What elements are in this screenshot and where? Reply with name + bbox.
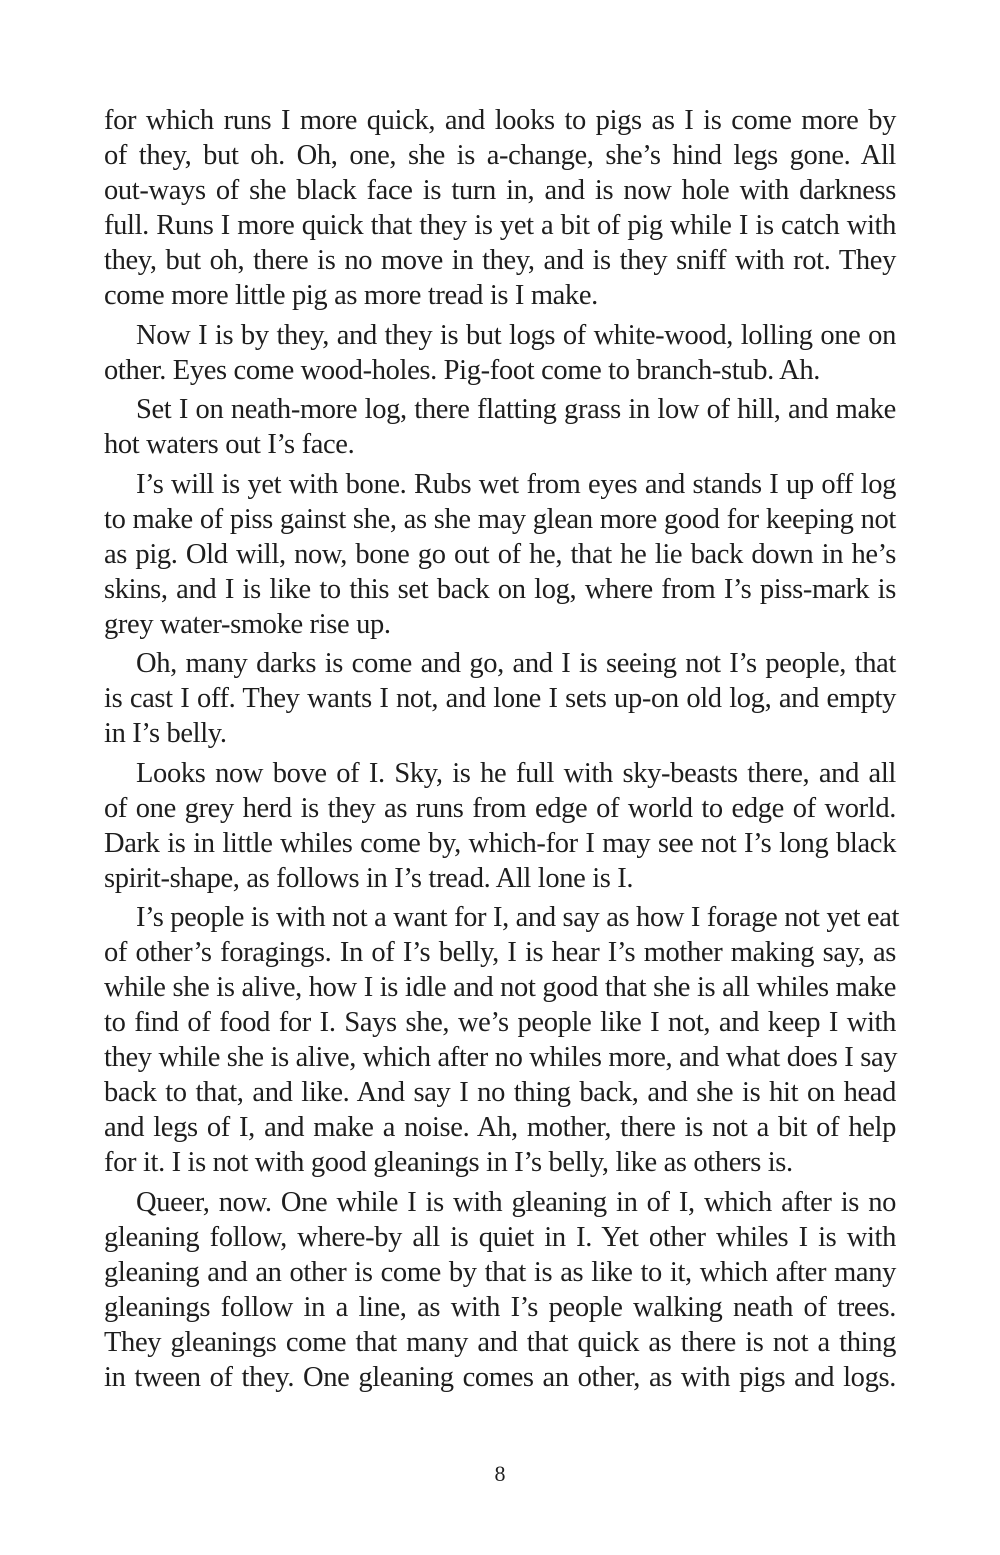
text-line: of they, but oh. Oh, one, she is a-change, she’s hind legs gone. All (104, 140, 896, 171)
text-line: skins, and I is like to this set back on log, where from I’s piss-mark is (104, 573, 896, 605)
text-line: Looks now bove of I. Sky, is he full with sky-beasts there, and all (136, 757, 896, 789)
text-line: spirit-shape, as follows in I’s tread. All lone is I. (104, 862, 634, 894)
text-line: Queer, now. One while I is with gleaning in of I, which after is no (136, 1186, 896, 1218)
text-line: for it. I is not with good gleanings in I’s belly, like as others is. (104, 1147, 793, 1178)
text-line: to make of piss gainst she, as she may glean more good for keeping not (104, 503, 896, 535)
paragraph (104, 900, 900, 1180)
text-line: as pig. Old will, now, bone go out of he, that he lie back down in he’s (104, 538, 896, 570)
text-line: Set I on neath-more log, there flatting grass in low of hill, and make (136, 394, 896, 425)
text-line: grey water-smoke rise up. (104, 608, 391, 640)
text-line: gleaning and an other is come by that is as like to it, which after many (104, 1256, 896, 1288)
text-line: they, but oh, there is no move in they, and is they sniff with rot. They (104, 245, 896, 276)
paragraph (104, 318, 896, 388)
text-line: is cast I off. They wants I not, and lone I sets up-on old log, and empty (104, 683, 896, 714)
text-line: I’s people is with not a want for I, and say as how I forage not yet eat (136, 902, 900, 933)
text-line: and legs of I, and make a noise. Ah, mother, there is not a bit of help (104, 1112, 896, 1143)
text-line: while she is alive, how I is idle and not good that she is all whiles make (104, 972, 896, 1003)
text-line: in I’s belly. (104, 718, 227, 749)
text-line: back to that, and like. And say I no thing back, and she is hit on head (104, 1077, 896, 1108)
paragraph (104, 1185, 896, 1395)
text-line: in tween of they. One gleaning comes an other, as with pigs and logs. (104, 1361, 896, 1393)
paragraph (104, 467, 896, 642)
text-line: I’s will is yet with bone. Rubs wet from eyes and stands I up off log (136, 468, 896, 500)
paragraph (104, 103, 896, 313)
text-line: hot waters out I’s face. (104, 429, 355, 460)
text-line: they while she is alive, which after no whiles more, and what does I say (104, 1042, 898, 1073)
page-body (104, 103, 900, 1399)
text-line: They gleanings come that many and that quick as there is not a thing (104, 1326, 896, 1358)
text-line: Oh, many darks is come and go, and I is seeing not I’s people, that (136, 648, 896, 679)
text-line: gleanings follow in a line, as with I’s people walking neath of trees. (104, 1291, 896, 1323)
text-line: for which runs I more quick, and looks to pigs as I is come more by (104, 105, 896, 136)
text-line: out-ways of she black face is turn in, and is now hole with darkness (104, 175, 896, 206)
text-line: of one grey herd is they as runs from edge of world to edge of world. (104, 792, 896, 824)
text-line: full. Runs I more quick that they is yet a bit of pig while I is catch with (104, 210, 896, 241)
text-line: gleaning follow, where-by all is quiet in I. Yet other whiles I is with (104, 1221, 896, 1253)
text-line: of other’s foragings. In of I’s belly, I is hear I’s mother making say, as (104, 937, 896, 968)
paragraph (104, 756, 896, 896)
paragraph (104, 392, 896, 462)
page-number: 8 (494, 1461, 506, 1486)
text-line: to find of food for I. Says she, we’s people like I not, and keep I with (104, 1007, 896, 1038)
text-line: Dark is in little whiles come by, which-for I may see not I’s long black (104, 827, 896, 859)
text-line: Now I is by they, and they is but logs of white-wood, lolling one on (136, 319, 896, 351)
paragraph (104, 646, 896, 751)
text-line: come more little pig as more tread is I make. (104, 280, 598, 311)
text-line: other. Eyes come wood-holes. Pig-foot come to branch-stub. Ah. (104, 354, 820, 386)
